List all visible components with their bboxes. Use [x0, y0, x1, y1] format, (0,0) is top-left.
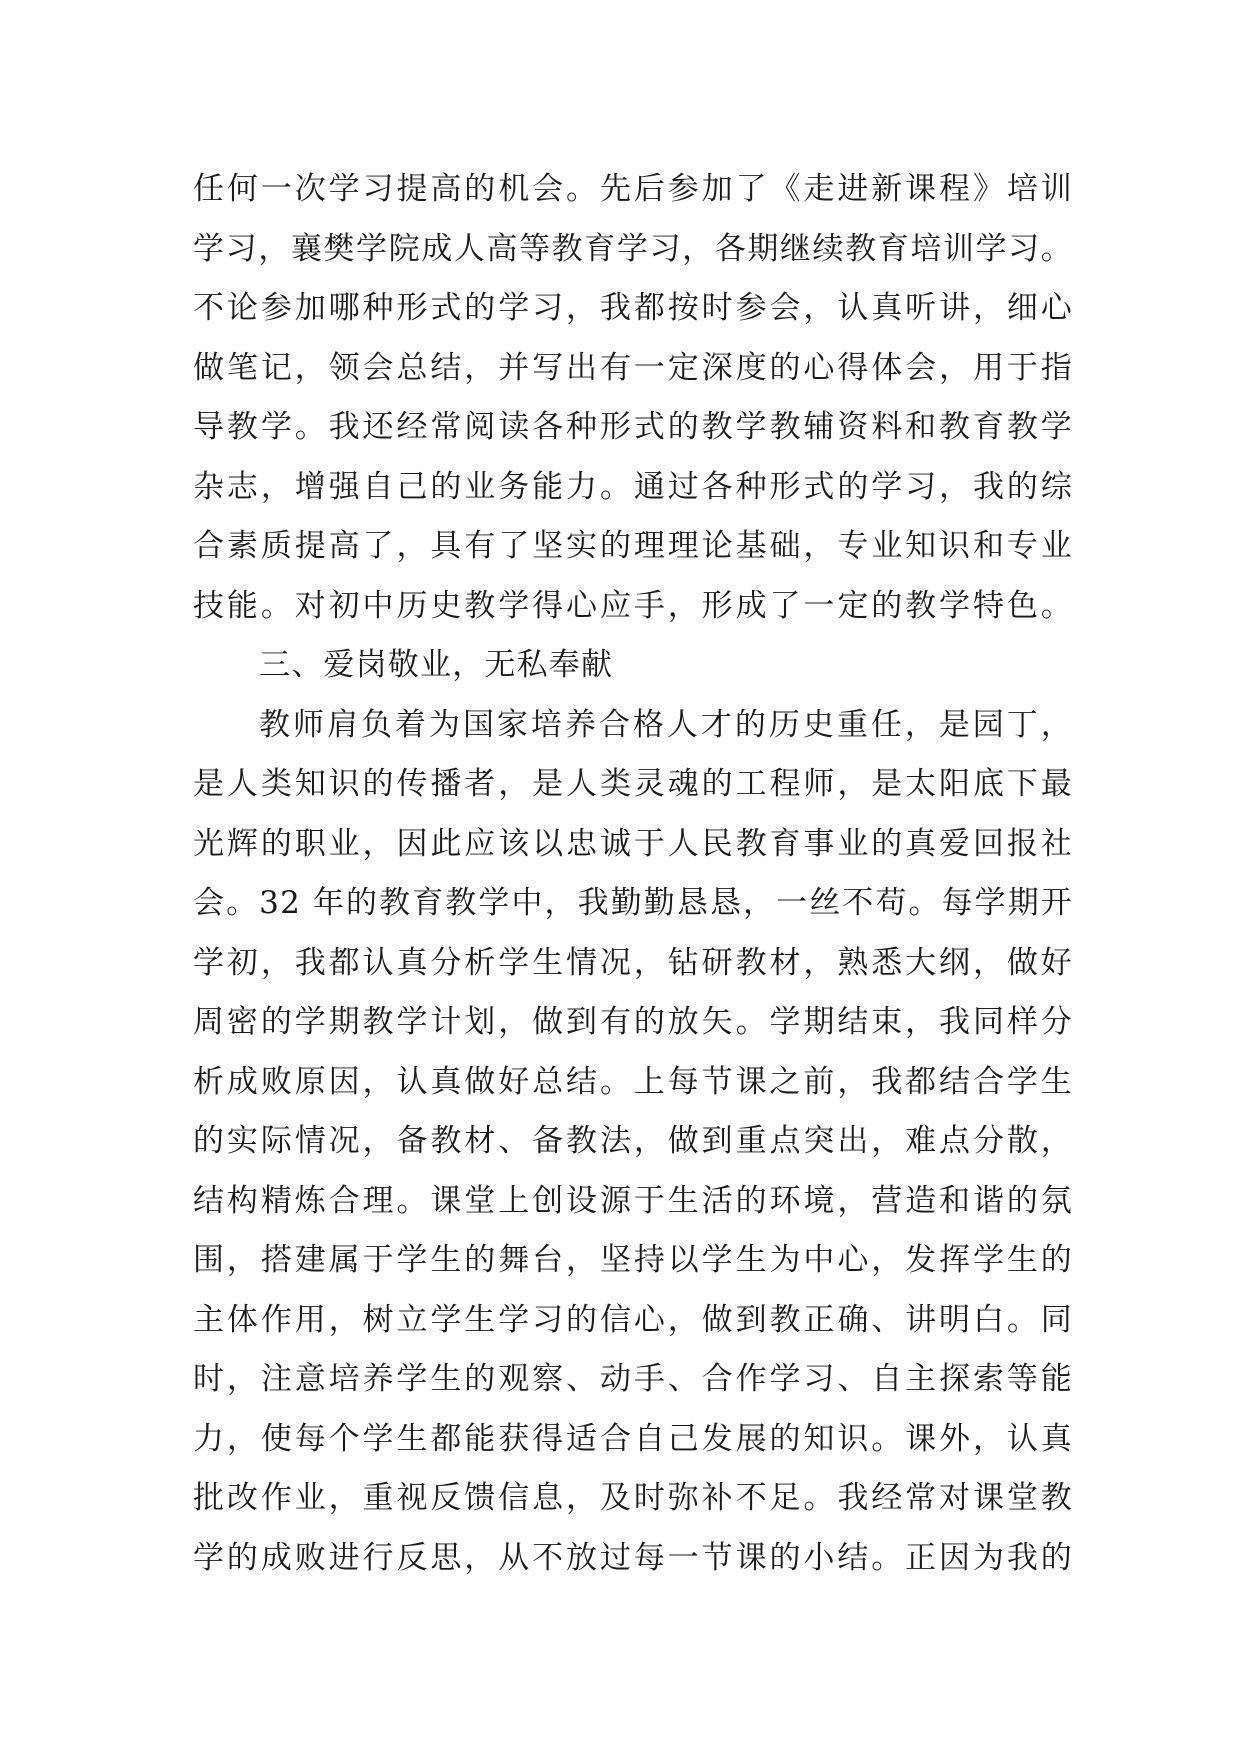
text-line: 学习，襄樊学院成人高等教育学习，各期继续教育培训学习。	[193, 230, 1073, 267]
text-line: 光辉的职业，因此应该以忠诚于人民教育事业的真爱回报社	[193, 825, 1073, 862]
text-line: 是人类知识的传播者，是人类灵魂的工程师，是太阳底下最	[193, 766, 1073, 802]
text-line: 做笔记，领会总结，并写出有一定深度的心得体会，用于指	[193, 349, 1073, 386]
text-line: 的实际情况，备教材、备教法，做到重点突出，难点分散，	[193, 1123, 1073, 1159]
text-line: 导教学。我还经常阅读各种形式的教学教辅资料和教育教学	[193, 409, 1073, 445]
text-line: 析成败原因，认真做好总结。上每节课之前，我都结合学生	[193, 1063, 1073, 1100]
text-line: 结构精炼合理。课堂上创设源于生活的环境，营造和谐的氛	[193, 1182, 1073, 1219]
text-line: 时，注意培养学生的观察、动手、合作学习、自主探索等能	[193, 1361, 1073, 1397]
section-heading: 三、爱岗敬业，无私奉献	[259, 647, 614, 683]
text-line: 会。32 年的教育教学中，我勤勤恳恳，一丝不苟。每学期开	[193, 885, 1073, 921]
text-line: 主体作用，树立学生学习的信心，做到教正确、讲明白。同	[193, 1301, 1073, 1338]
paragraph-first-line: 教师肩负着为国家培养合格人才的历史重任，是园丁，	[259, 706, 1073, 743]
text-line: 杂志，增强自己的业务能力。通过各种形式的学习，我的综	[193, 468, 1073, 505]
text-line: 周密的学期教学计划，做到有的放矢。学期结束，我同样分	[193, 1004, 1073, 1040]
text-line: 不论参加哪种形式的学习，我都按时参会，认真听讲，细心	[193, 290, 1073, 326]
text-line: 学的成败进行反思，从不放过每一节课的小结。正因为我的	[193, 1539, 1073, 1576]
text-line: 任何一次学习提高的机会。先后参加了《走进新课程》培训	[193, 171, 1073, 207]
text-line: 合素质提高了，具有了坚实的理理论基础，专业知识和专业	[193, 528, 1073, 564]
text-line: 批改作业，重视反馈信息，及时弥补不足。我经常对课堂教	[193, 1480, 1073, 1516]
text-line: 学初，我都认真分析学生情况，钻研教材，熟悉大纲，做好	[193, 944, 1073, 981]
text-line: 技能。对初中历史教学得心应手，形成了一定的教学特色。	[193, 587, 1073, 624]
text-line: 力，使每个学生都能获得适合自己发展的知识。课外，认真	[193, 1420, 1073, 1457]
text-line: 围，搭建属于学生的舞台，坚持以学生为中心，发挥学生的	[193, 1242, 1073, 1278]
document-body	[193, 160, 1073, 1588]
